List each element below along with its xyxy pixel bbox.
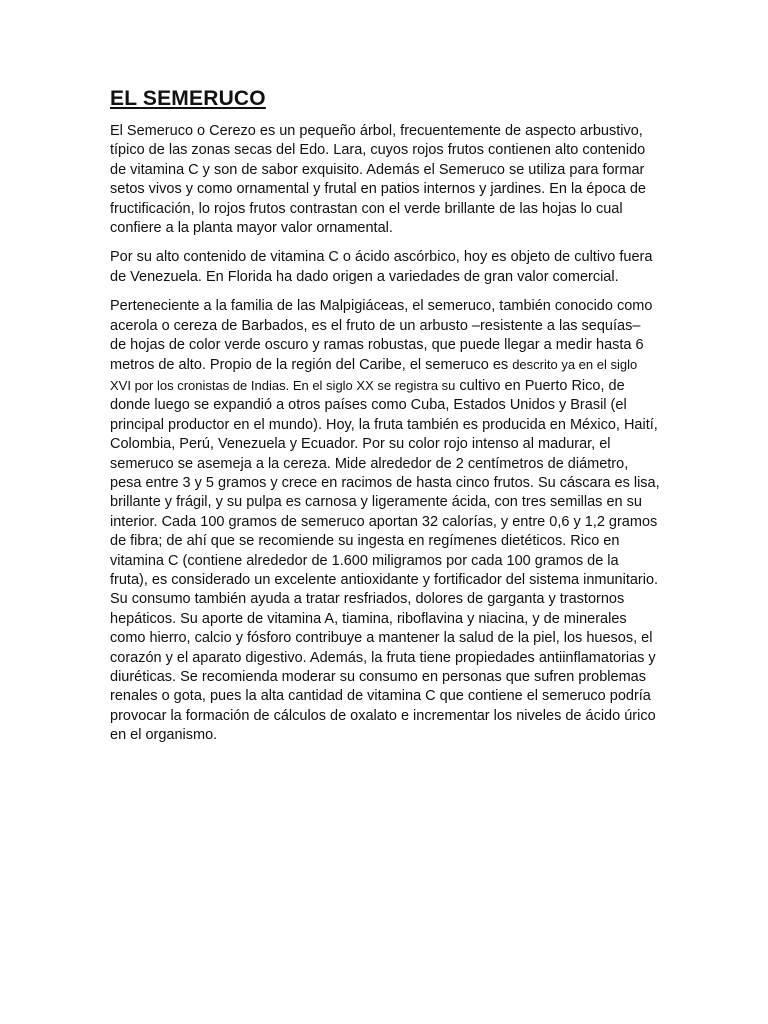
paragraph-cultivation: Por su alto contenido de vitamina C o ácido ascórbico, hoy es objeto de cultivo fuera de Venezuela. En Florida ha dado origen a variedades de gran valor comercial. — [110, 249, 653, 285]
document-page — [110, 86, 660, 756]
paragraph-description-part-3: cultivo en Puerto Rico, de donde luego se expandió a otros países como Cuba, Estados Unidos y Brasil (el principal productor en el mundo). Hoy, la fruta también es producida en México, Haití, Colombia, Perú, Venezuela y Ecuador. Por su color rojo intenso al madurar, el semeruco se asemeja a la cereza. Mide alrededor de 2 centímetros de diámetro, pesa entre 3 y 5 gramos y crece en racimos de hasta cinco frutos. Su cáscara es lisa, brillante y frágil, y su pulpa es carnosa y ligeramente ácida, con tres semillas en su interior. Cada 100 gramos de semeruco aportan 32 calorías, y entre 0,6 y 1,2 gramos de fibra; de ahí que se recomiende su ingesta en regímenes dietéticos. Rico en vitamina C (contiene alrededor de 1.600 miligramos por cada 100 gramos de la fruta), es considerado un excelente antioxidante y fortificador del sistema inmunitario. Su consumo también ayuda a tratar resfriados, dolores de garganta y trastornos hepáticos. Su aporte de vitamina A, tiamina, riboflavina y niacina, y de minerales como hierro, calcio y fósforo contribuye a mantener la salud de la piel, los huesos, el corazón y el aparato digestivo. Además, la fruta tiene propiedades antiinflamatorias y diuréticas. Se recomienda moderar su consumo en personas que sufren problemas renales o gota, pues la alta cantidad de vitamina C que contiene el semeruco podría provocar la formación de cálculos de oxalato e incrementar los niveles de ácido úrico en el organismo. — [110, 377, 660, 744]
paragraph-description-part-2: descrito ya en el siglo XVI por los cronistas de Indias. En el siglo XX se registra su — [110, 357, 638, 393]
paragraph-intro: El Semeruco o Cerezo es un pequeño árbol, frecuentemente de aspecto arbustivo, típico de las zonas secas del Edo. Lara, cuyos rojos frutos contienen alto contenido de vitamina C y son de sabor exquisito. Además el Semeruco se utiliza para formar setos vivos y como ornamental y frutal en patios internos y jardines. En la época de fructificación, lo rojos frutos contrastan con el verde brillante de las hojas lo cual confiere a la planta mayor valor ornamental. — [110, 123, 646, 237]
paragraph-description-part-1: Perteneciente a la familia de las Malpigiáceas, el semeruco, también conocido como acerola o cereza de Barbados, es el fruto de un arbusto –resistente a las sequías– de hojas de color verde oscuro y ramas robustas, que puede llegar a medir hasta 6 metros de alto. Propio de la región del Caribe, el semeruco es — [110, 298, 653, 374]
paragraph-description — [110, 297, 660, 745]
document-title: EL SEMERUCO — [110, 87, 266, 110]
